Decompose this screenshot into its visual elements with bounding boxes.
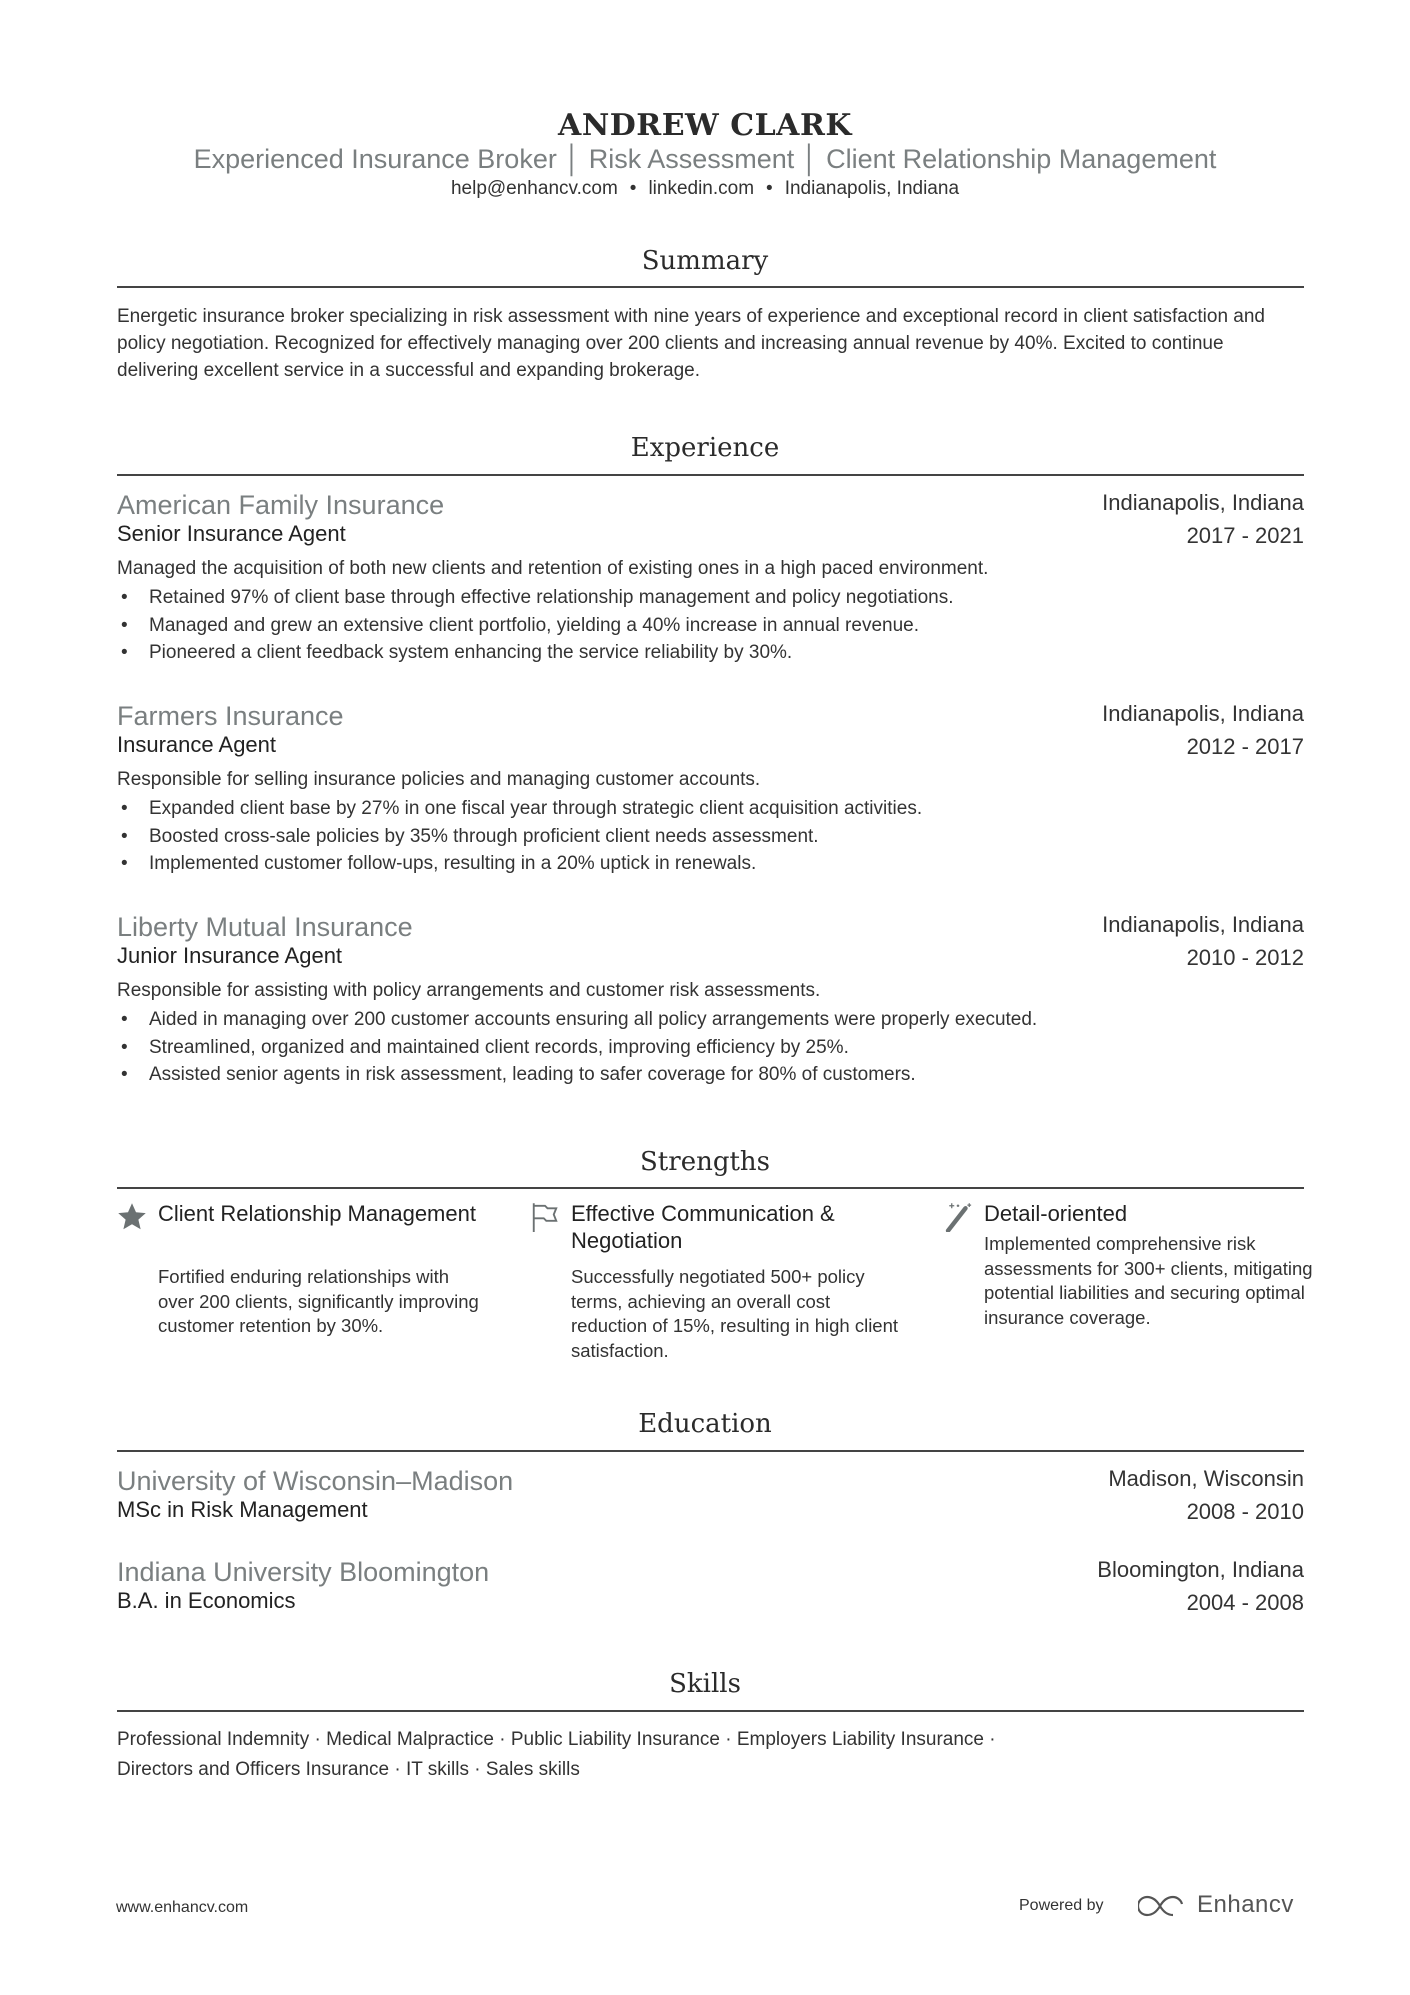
job-location: Indianapolis, Indiana	[1102, 912, 1304, 937]
job-role: Senior Insurance Agent	[117, 521, 346, 546]
skills-line: Professional Indemnity · Medical Malpractice · Public Liability Insurance · Employers Liability Insurance ·	[117, 1729, 996, 1750]
email-link[interactable]: help@enhancv.com	[450, 178, 618, 199]
candidate-name: ANDREW CLARK	[558, 108, 852, 143]
divider	[117, 1710, 1304, 1712]
job-dates: 2012 - 2017	[1186, 734, 1304, 759]
bullet-item: • Assisted senior agents in risk assessment, leading to safer coverage for 80% of customers.	[117, 1061, 1037, 1089]
degree: MSc in Risk Management	[117, 1497, 368, 1522]
bullet-item: • Pioneered a client feedback system enhancing the service reliability by 30%.	[117, 639, 954, 667]
separator-dot: •	[766, 178, 773, 199]
magic-wand-icon	[943, 1202, 973, 1232]
location: Indianapolis, Indiana	[784, 178, 960, 199]
job-location: Indianapolis, Indiana	[1102, 490, 1304, 515]
bullet-item: • Managed and grew an extensive client portfolio, yielding a 40% increase in annual revenue.	[117, 612, 954, 640]
divider	[117, 1187, 1304, 1189]
job-dates: 2017 - 2021	[1186, 523, 1304, 548]
section-title-experience: Experience	[630, 433, 780, 463]
company-name: Liberty Mutual Insurance	[117, 912, 413, 942]
strength-title: Detail-oriented	[984, 1201, 1128, 1226]
school-location: Bloomington, Indiana	[1097, 1557, 1304, 1582]
star-icon	[117, 1202, 147, 1232]
job-description: Responsible for assisting with policy arrangements and customer risk assessments.	[117, 980, 821, 1001]
skills-line: Directors and Officers Insurance · IT skills · Sales skills	[117, 1758, 580, 1780]
school-location: Madison, Wisconsin	[1108, 1466, 1304, 1491]
job-role: Junior Insurance Agent	[117, 943, 343, 968]
school-name: Indiana University Bloomington	[117, 1557, 490, 1587]
education-dates: 2004 - 2008	[1186, 1590, 1304, 1615]
summary-text: Energetic insurance broker specializing in risk assessment with nine years of experience and exceptional record in client satisfaction and policy negotiation. Recognized for effectively managing over 200 clients and increasing annual revenue by 40%. Excited to continue delivering excellent service in a successful and expanding brokerage.	[117, 306, 1265, 381]
job-role: Insurance Agent	[117, 732, 277, 757]
skills-list	[117, 1725, 1304, 1784]
bullet-item: • Aided in managing over 200 customer accounts ensuring all policy arrangements were properly executed.	[117, 1006, 1037, 1034]
company-name: Farmers Insurance	[117, 701, 344, 731]
job-bullets	[117, 1006, 1037, 1089]
bullet-item: • Retained 97% of client base through effective relationship management and policy negotiations.	[117, 584, 954, 612]
section-title-skills: Skills	[669, 1669, 741, 1699]
contact-line	[0, 178, 1410, 200]
bullet-item: • Expanded client base by 27% in one fiscal year through strategic client acquisition activities.	[117, 795, 922, 823]
bullet-item: • Streamlined, organized and maintained client records, improving efficiency by 25%.	[117, 1034, 1037, 1062]
bullet-item: • Boosted cross-sale policies by 35% through proficient client needs assessment.	[117, 823, 922, 851]
experience-entry	[117, 912, 1304, 1112]
enhancv-brand[interactable]: Enhancv	[1197, 1891, 1294, 1918]
job-description: Responsible for selling insurance policies and managing customer accounts.	[117, 769, 761, 790]
section-title-summary: Summary	[641, 246, 769, 276]
bullet-item: • Implemented customer follow-ups, resulting in a 20% uptick in renewals.	[117, 850, 922, 878]
strength-description: Successfully negotiated 500+ policy terms, achieving an overall cost reduction of 15%, resulting in high client satisfaction.	[571, 1266, 899, 1361]
section-title-education: Education	[638, 1409, 772, 1439]
linkedin-link[interactable]: linkedin.com	[648, 178, 755, 199]
job-dates: 2010 - 2012	[1186, 945, 1304, 970]
degree: B.A. in Economics	[117, 1588, 296, 1613]
company-name: American Family Insurance	[117, 490, 445, 520]
education-dates: 2008 - 2010	[1186, 1499, 1304, 1524]
strength-title: Client Relationship Management	[158, 1201, 476, 1226]
separator-dot: •	[629, 178, 637, 199]
footer-website[interactable]: www.enhancv.com	[116, 1899, 249, 1916]
divider	[117, 474, 1304, 476]
education-entry	[117, 1466, 1304, 1536]
job-bullets	[117, 795, 922, 878]
school-name: University of Wisconsin–Madison	[117, 1466, 514, 1496]
strength-title: Effective Communication & Negotiation	[571, 1201, 835, 1253]
section-title-strengths: Strengths	[640, 1147, 770, 1177]
job-description: Managed the acquisition of both new clients and retention of existing ones in a high paced environment.	[117, 558, 989, 579]
flag-icon	[530, 1202, 560, 1232]
candidate-title: Experienced Insurance Broker │ Risk Assessment │ Client Relationship Management	[193, 144, 1217, 174]
experience-entry	[117, 490, 1304, 690]
divider	[117, 1450, 1304, 1452]
powered-by-label: Powered by	[1019, 1897, 1104, 1914]
enhancv-logo-icon	[1138, 1892, 1186, 1920]
experience-entry	[117, 701, 1304, 901]
job-bullets	[117, 584, 954, 667]
strength-description: Implemented comprehensive risk assessments for 300+ clients, mitigating potential liabilities and securing optimal insurance coverage.	[984, 1233, 1313, 1328]
job-location: Indianapolis, Indiana	[1102, 701, 1304, 726]
strength-description: Fortified enduring relationships with over 200 clients, significantly improving customer retention by 30%.	[158, 1266, 479, 1336]
education-entry	[117, 1557, 1304, 1627]
divider	[117, 286, 1304, 288]
